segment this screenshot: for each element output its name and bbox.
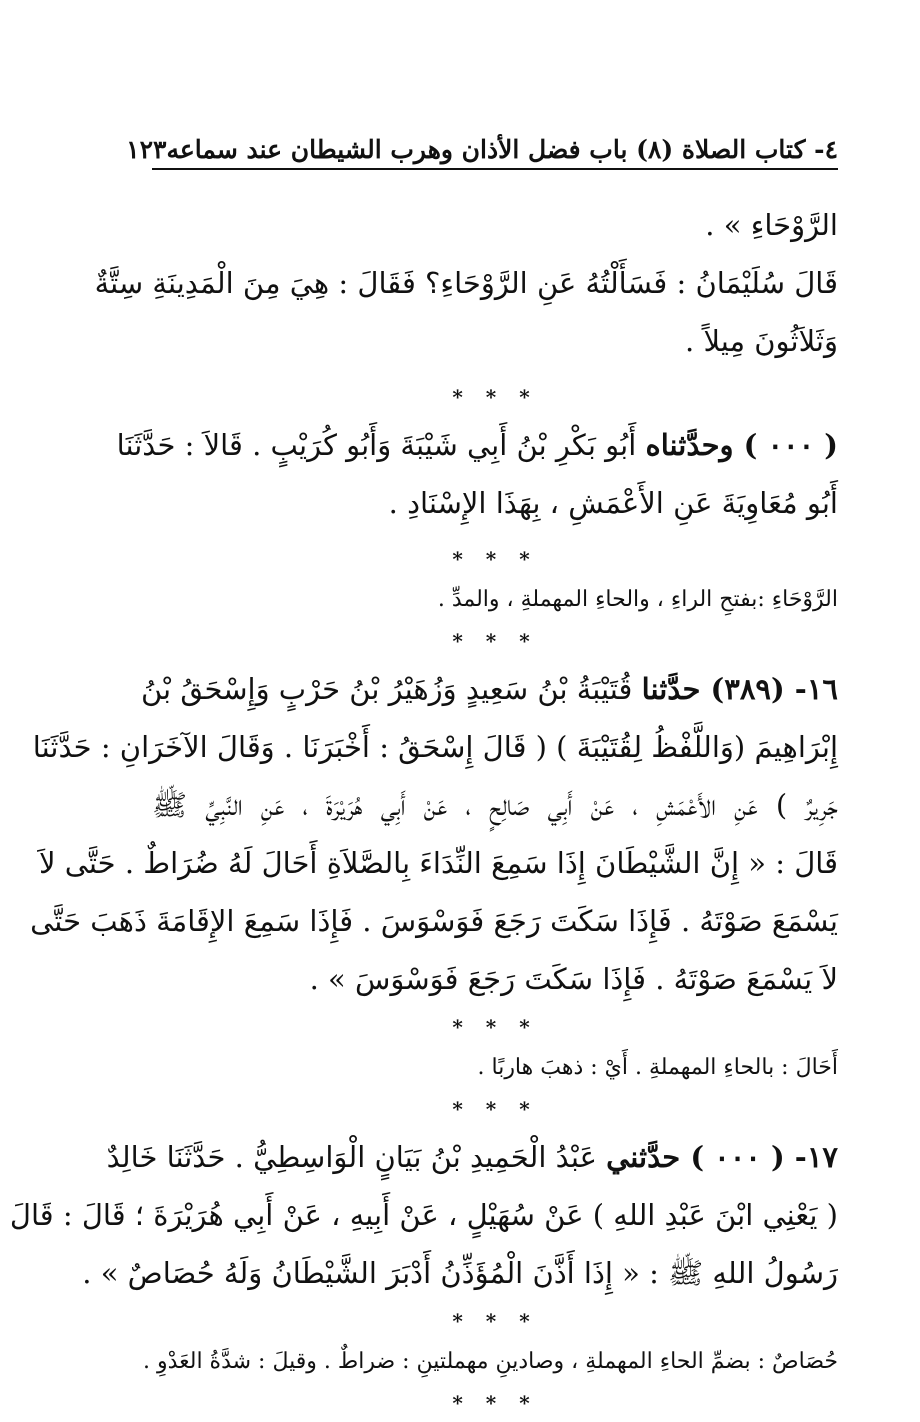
- hadith-first-line: [140, 660, 838, 718]
- running-title: ٤- كتاب الصلاة (٨) باب فضل الأذان وهرب الشيطان عند سماعه: [166, 135, 838, 164]
- text-line: ( يَعْنِي ابْنَ عَبْدِ اللهِ ) عَنْ سُهَيْلٍ ، عَنْ أَبِيهِ ، عَنْ أَبِي هُرَيْرَةَ ؛ قَالَ : قَالَ: [9, 1198, 838, 1232]
- text-line: الرَّوْحَاءِ » .: [705, 208, 838, 242]
- text-line: أَبُو مُعَاوِيَةَ عَنِ الأَعْمَشِ ، بِهَذَا الإِسْنَادِ .: [388, 486, 838, 520]
- explanatory-note: الرَّوْحَاءِ :بفتحِ الراءِ ، والحاءِ المهملةِ ، والمدِّ .: [437, 587, 838, 612]
- section-separator: * * *: [452, 385, 538, 409]
- page-body: [9, 196, 838, 1422]
- hadith-number: ١٦- (٣٨٩) حدَّثنا: [641, 672, 838, 706]
- text-line: إِبْرَاهِيمَ (وَاللَّفْظُ لِقُتَيْبَةَ ) ( قَالَ إِسْحَقُ : أَخْبَرَنَا . وَقَالَ الآخَرَانِ : حَدَّثَنَا: [32, 730, 838, 764]
- hadith-text: عَبْدُ الْحَمِيدِ بْنُ بَيَانٍ الْوَاسِطِيُّ . حَدَّثَنَا خَالِدٌ: [106, 1140, 607, 1174]
- hadith-first-line: [116, 416, 838, 474]
- hadith-number: ( ٠٠٠ ) وحدَّثناه: [645, 428, 838, 462]
- text-line: يَسْمَعَ صَوْتَهُ . فَإِذَا سَكَتَ رَجَعَ فَوَسْوَسَ . فَإِذَا سَمِعَ الإِقَامَةَ ذَهَبَ حَتَّى: [30, 904, 838, 938]
- text-line: قَالَ : « إِنَّ الشَّيْطَانَ إِذَا سَمِعَ النِّدَاءَ بِالصَّلاَةِ أَحَالَ لَهُ ضُرَاطٌ . حَتَّى لاَ: [39, 846, 838, 880]
- text-line: لاَ يَسْمَعَ صَوْتَهُ . فَإِذَا سَكَتَ رَجَعَ فَوَسْوَسَ » .: [309, 962, 838, 996]
- text-line: رَسُولُ اللهِ ﷺ : « إِذَا أَذَّنَ الْمُؤَذِّنُ أَدْبَرَ الشَّيْطَانُ وَلَهُ حُصَاصٌ » .: [82, 1256, 838, 1290]
- hadith-first-line: [106, 1128, 838, 1186]
- section-separator: * * *: [452, 1309, 538, 1333]
- text-line: وَثَلاَثُونَ مِيلاً .: [685, 324, 838, 358]
- explanatory-note: حُصَاصٌ : بضمِّ الحاءِ المهملةِ ، وصادينِ مهملتينِ : ضراطٌ . وقيلَ : شدَّةُ العَدْوِ .: [142, 1349, 838, 1374]
- section-separator: * * *: [452, 1097, 538, 1121]
- section-separator: * * *: [452, 1391, 538, 1415]
- hadith-text: أَبُو بَكْرِ بْنُ أَبِي شَيْبَةَ وَأَبُو كُرَيْبٍ . قَالاَ : حَدَّثَنَا: [116, 428, 646, 462]
- page-number: ١٢٣: [126, 135, 167, 164]
- section-separator: * * *: [452, 629, 538, 653]
- hadith-text: قُتَيْبَةُ بْنُ سَعِيدٍ وَزُهَيْرُ بْنُ حَرْبٍ وَإِسْحَقُ بْنُ: [140, 672, 642, 706]
- page-header: [126, 130, 838, 170]
- text-line: قَالَ سُلَيْمَانُ : فَسَأَلْتُهُ عَنِ الرَّوْحَاءِ؟ فَقَالَ : هِيَ مِنَ الْمَدِينَةِ سِتَّةٌ: [94, 266, 838, 300]
- hadith-number: ١٧- ( ٠٠٠ ) حدَّثني: [606, 1140, 838, 1174]
- section-separator: * * *: [452, 1015, 538, 1039]
- explanatory-note: أَحَالَ : بالحاءِ المهملةِ . أَيْ : ذهبَ هاربًا .: [477, 1055, 838, 1080]
- section-separator: * * *: [452, 547, 538, 571]
- text-line: جَرِيرٌ ) عَنِ الأَعْمَشِ ، عَنْ أَبِي صَالِحٍ ، عَنْ أَبِي هُرَيْرَةَ ، عَنِ النَّبِيِّ ﷺ: [152, 788, 838, 822]
